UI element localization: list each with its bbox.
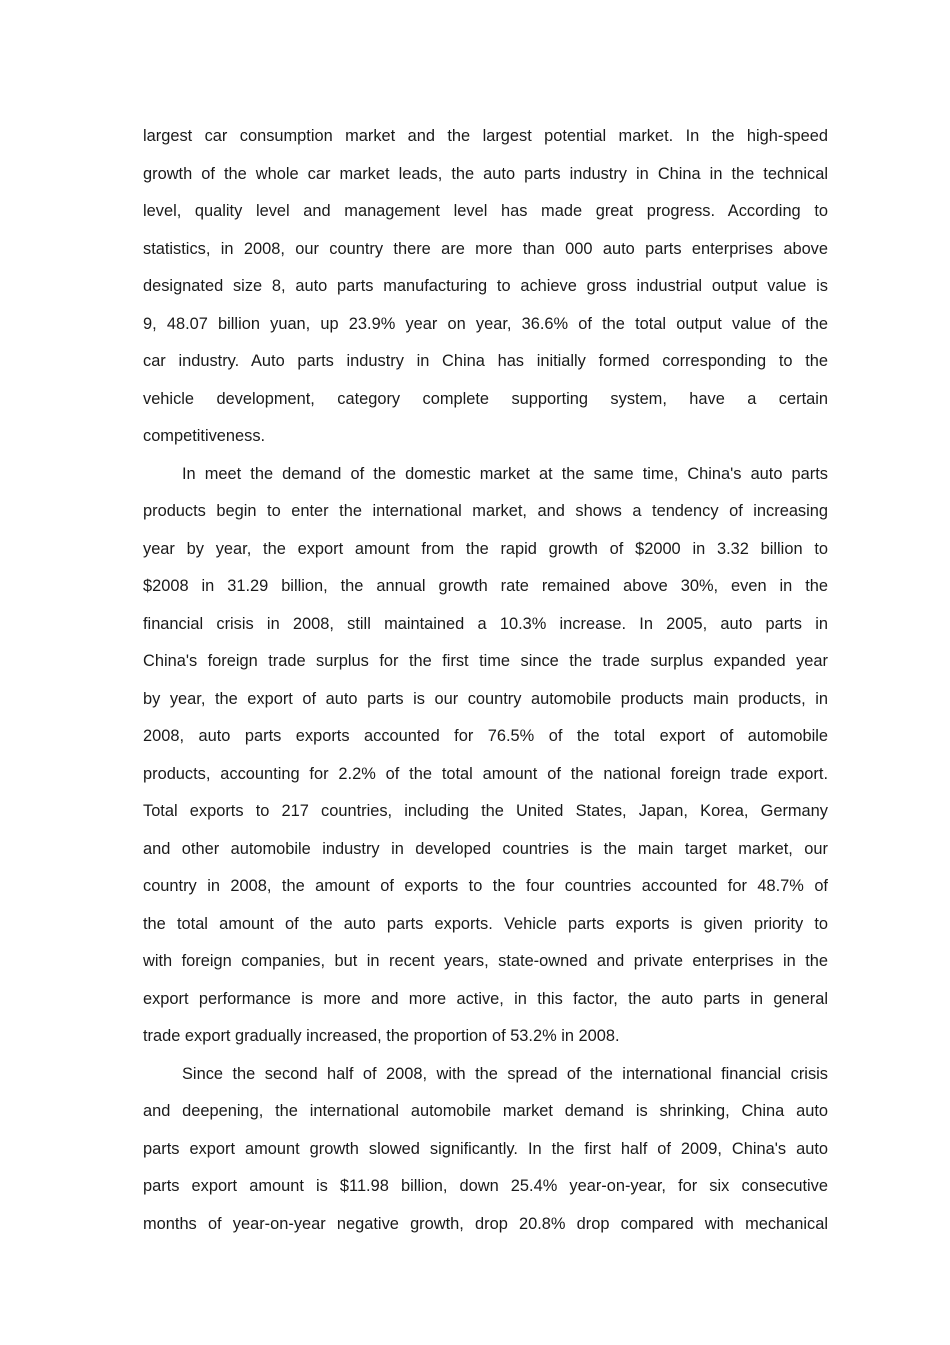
text-line: export performance is more and more active, in this factor, the auto parts in general bbox=[143, 989, 828, 1008]
text-line: parts export amount growth slowed significantly. In the first half of 2009, China's auto bbox=[143, 1139, 828, 1158]
paragraph-3 bbox=[143, 1056, 828, 1244]
text-line: level, quality level and management level has made great progress. According to bbox=[143, 202, 828, 220]
text-line: months of year-on-year negative growth, drop 20.8% drop compared with mechanical bbox=[143, 1214, 828, 1233]
text-line: country in 2008, the amount of exports to the four countries accounted for 48.7% of bbox=[143, 877, 828, 895]
text-line: designated size 8, auto parts manufacturing to achieve gross industrial output value is bbox=[143, 277, 828, 295]
text-line: year by year, the export amount from the rapid growth of $2000 in 3.32 billion to bbox=[143, 539, 828, 558]
text-line: products begin to enter the international market, and shows a tendency of increasing bbox=[143, 502, 828, 520]
text-line: Since the second half of 2008, with the spread of the international financial crisis bbox=[182, 1064, 828, 1083]
text-line: products, accounting for 2.2% of the total amount of the national foreign trade export. bbox=[143, 764, 828, 783]
text-line: largest car consumption market and the largest potential market. In the high-speed bbox=[143, 127, 828, 145]
text-line: financial crisis in 2008, still maintained a 10.3% increase. In 2005, auto parts in bbox=[143, 614, 828, 633]
text-line: trade export gradually increased, the proportion of 53.2% in 2008. bbox=[143, 1027, 620, 1045]
text-line: 9, 48.07 billion yuan, up 23.9% year on year, 36.6% of the total output value of the bbox=[143, 314, 828, 333]
text-line: competitiveness. bbox=[143, 427, 266, 445]
text-line: In meet the demand of the domestic market at the same time, China's auto parts bbox=[182, 464, 828, 483]
text-line: growth of the whole car market leads, the auto parts industry in China in the technical bbox=[143, 164, 828, 183]
text-line: with foreign companies, but in recent years, state-owned and private enterprises in the bbox=[143, 952, 828, 970]
body-text bbox=[143, 118, 828, 1243]
text-line: Total exports to 217 countries, including the United States, Japan, Korea, Germany bbox=[143, 802, 828, 820]
text-line: $2008 in 31.29 billion, the annual growth rate remained above 30%, even in the bbox=[143, 577, 828, 595]
paragraph-1 bbox=[143, 118, 828, 456]
text-line: statistics, in 2008, our country there are more than 000 auto parts enterprises above bbox=[143, 239, 828, 258]
text-line: the total amount of the auto parts exports. Vehicle parts exports is given priority to bbox=[143, 914, 828, 933]
text-line: 2008, auto parts exports accounted for 76.5% of the total export of automobile bbox=[143, 727, 828, 745]
text-line: car industry. Auto parts industry in China has initially formed corresponding to the bbox=[143, 352, 828, 370]
text-line: China's foreign trade surplus for the first time since the trade surplus expanded year bbox=[143, 652, 828, 670]
text-line: by year, the export of auto parts is our country automobile products main products, in bbox=[143, 689, 828, 708]
text-line: vehicle development, category complete supporting system, have a certain bbox=[143, 389, 828, 408]
text-line: and other automobile industry in developed countries is the main target market, our bbox=[143, 839, 828, 858]
paragraph-2 bbox=[143, 456, 828, 1056]
text-line: parts export amount is $11.98 billion, down 25.4% year-on-year, for six consecutive bbox=[143, 1177, 828, 1195]
text-line: and deepening, the international automobile market demand is shrinking, China auto bbox=[143, 1102, 828, 1120]
